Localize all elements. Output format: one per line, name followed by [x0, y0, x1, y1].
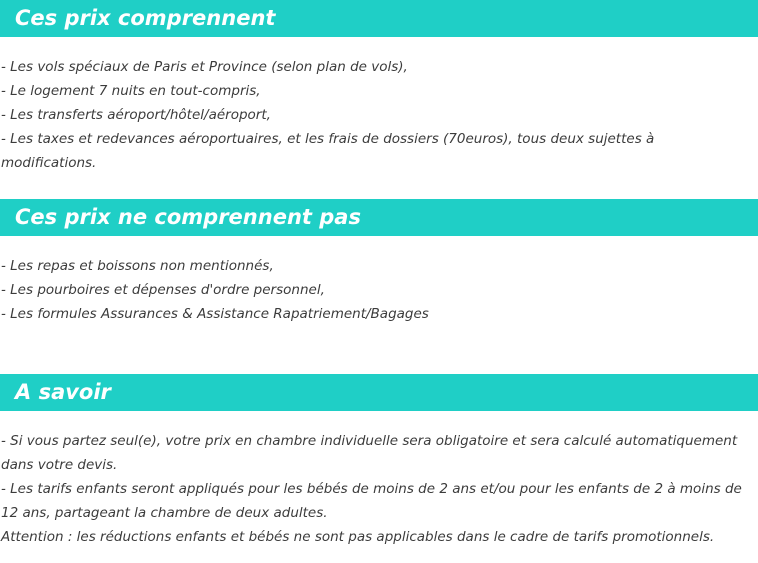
included-item: - Le logement 7 nuits en tout-compris,: [1, 83, 261, 99]
included-item: - Les vols spéciaux de Paris et Province (selon plan de vols),: [1, 59, 408, 75]
good-to-know-note: Attention : les réductions enfants et bébés ne sont pas applicables dans le cadre de tarifs promotionnels.: [1, 529, 715, 545]
section-title-not-included: Ces prix ne comprennent pas: [0, 199, 758, 236]
not-included-item: - Les pourboires et dépenses d'ordre personnel,: [1, 282, 325, 298]
not-included-list: [0, 254, 758, 326]
good-to-know-list: [0, 429, 758, 549]
included-item: - Les taxes et redevances aéroportuaires, et les frais de dossiers (70euros), tous deux sujettes à modifications.: [1, 131, 655, 171]
included-list: [0, 55, 758, 175]
good-to-know-item: - Si vous partez seul(e), votre prix en chambre individuelle sera obligatoire et sera calculé automatiquement dans votre devis.: [1, 433, 738, 473]
section-title-included: Ces prix comprennent: [0, 0, 758, 37]
not-included-item: - Les formules Assurances & Assistance Rapatriement/Bagages: [1, 306, 429, 322]
section-included: [0, 0, 758, 175]
not-included-item: - Les repas et boissons non mentionnés,: [1, 258, 274, 274]
section-title-good-to-know: A savoir: [0, 374, 758, 411]
section-good-to-know: [0, 374, 758, 549]
included-item: - Les transferts aéroport/hôtel/aéroport,: [1, 107, 271, 123]
good-to-know-item: - Les tarifs enfants seront appliqués pour les bébés de moins de 2 ans et/ou pour les enfants de 2 à moins de 12 ans, partageant la chambre de deux adultes.: [1, 481, 742, 521]
section-not-included: [0, 199, 758, 326]
